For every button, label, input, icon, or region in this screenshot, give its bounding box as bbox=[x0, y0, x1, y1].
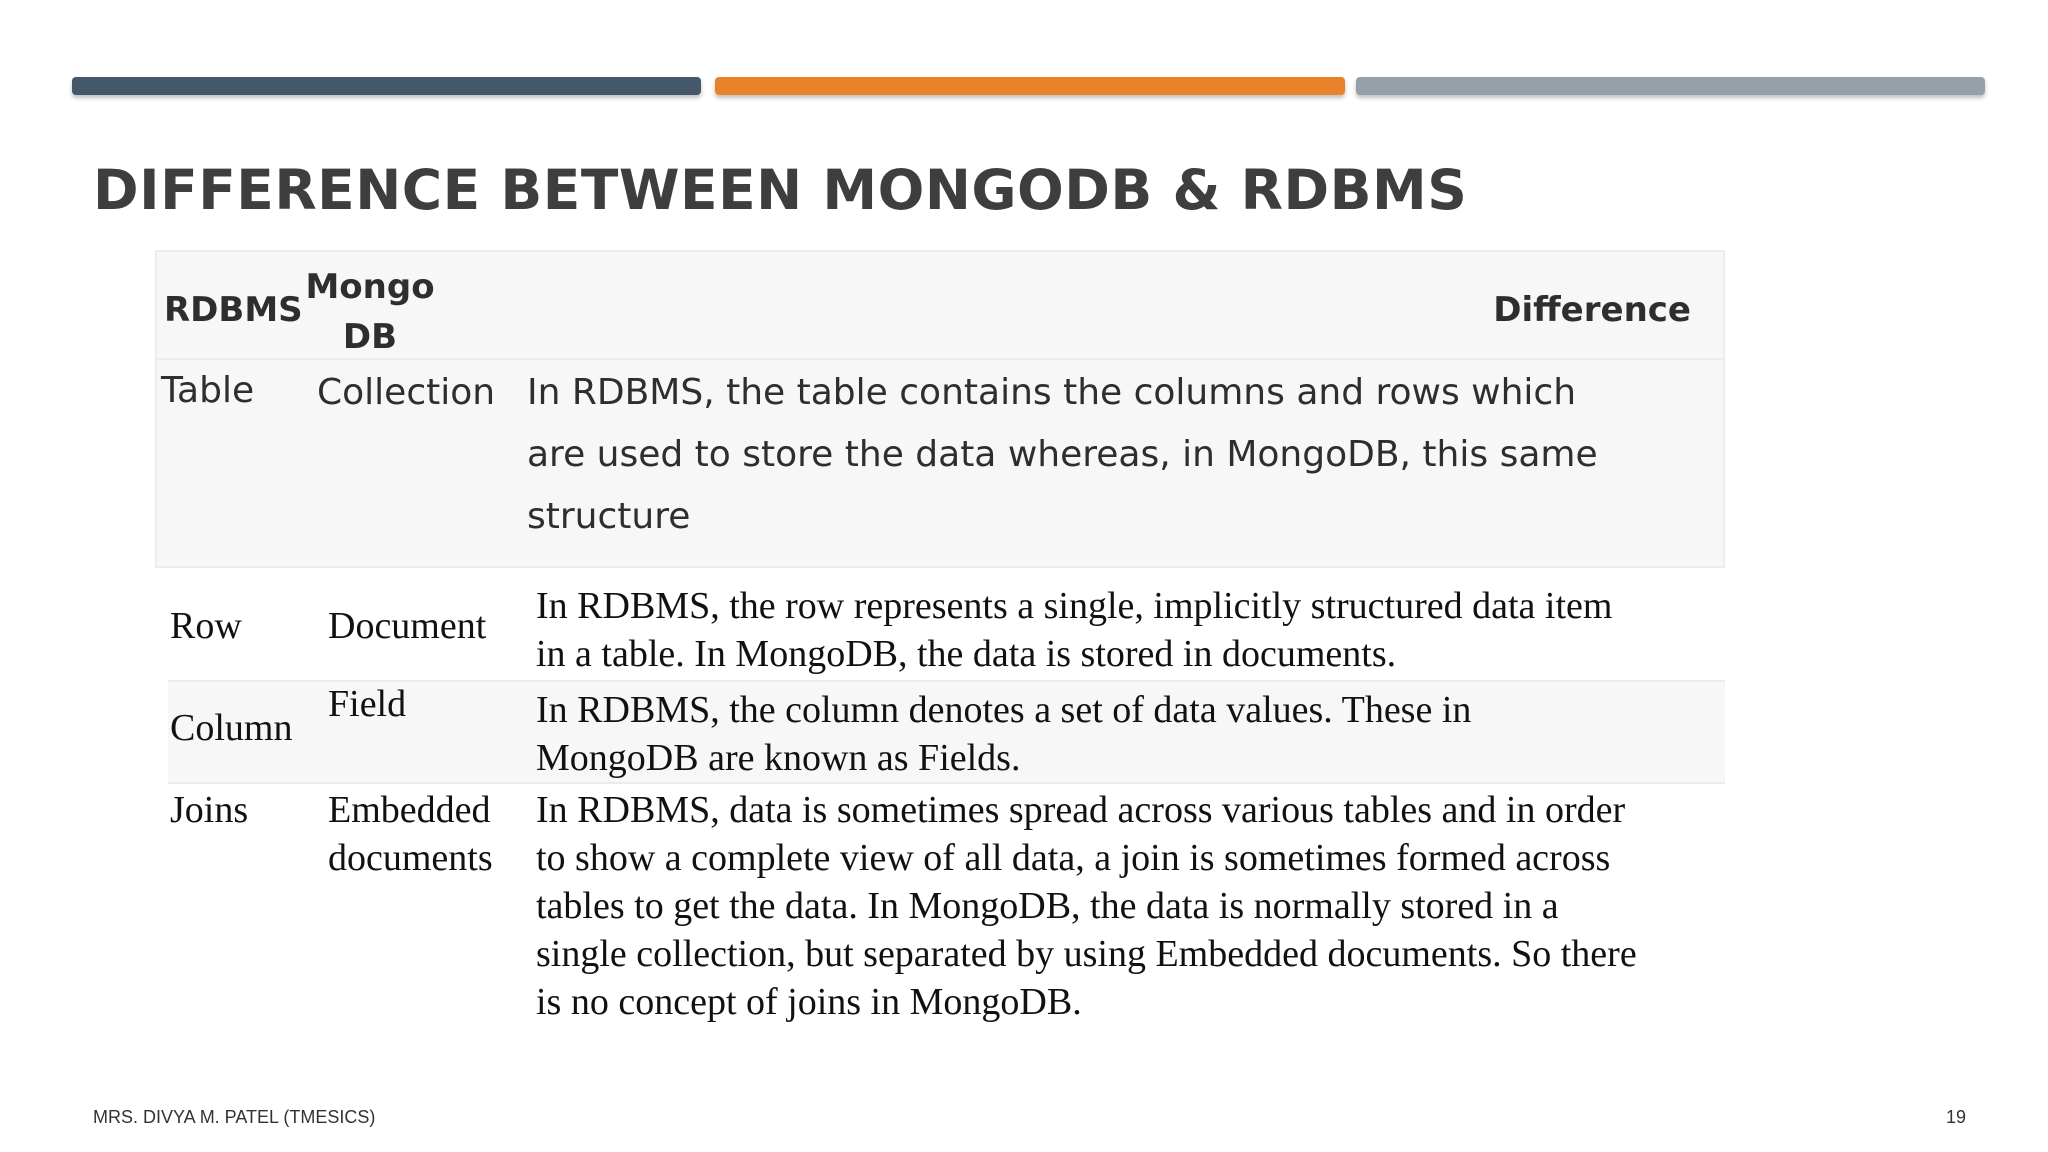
table-header-row bbox=[157, 252, 1723, 360]
header-rdbms: RDBMS bbox=[164, 290, 303, 330]
header-mongodb-line1: Mongo bbox=[305, 267, 435, 307]
header-difference: Difference bbox=[1493, 290, 1691, 330]
header-mongodb bbox=[305, 262, 435, 362]
cell-mongodb-document: Document bbox=[328, 605, 487, 647]
cell-difference-joins: In RDBMS, data is sometimes spread across various tables and in order to show a complete view of all data, a join is sometimes formed across tables to get the data. In MongoDB, the data is normally stored in a single collection, but separated by using Embedded documents. So there is no concept of joins in MongoDB. bbox=[536, 789, 1637, 1023]
cell-mongodb-collection: Collection bbox=[317, 372, 496, 413]
accent-bar-slate bbox=[72, 77, 701, 95]
cell-rdbms-row: Row bbox=[170, 605, 242, 647]
page-number: 19 bbox=[1946, 1107, 1967, 1127]
cell-mongodb-embedded-line2: documents bbox=[328, 837, 493, 879]
accent-bar-orange bbox=[715, 77, 1345, 95]
accent-bar-gray bbox=[1356, 77, 1985, 95]
slide-title: DIFFERENCE BETWEEN MONGODB & RDBMS bbox=[93, 158, 1468, 222]
cell-rdbms-table: Table bbox=[161, 370, 255, 411]
comparison-table-image bbox=[155, 250, 1725, 568]
header-mongodb-line2: DB bbox=[342, 317, 398, 357]
cell-difference-row: In RDBMS, the row represents a single, implicitly structured data item in a table. In MongoDB, the data is stored in documents. bbox=[536, 585, 1613, 675]
cell-difference-column: In RDBMS, the column denotes a set of data values. These in MongoDB are known as Fields. bbox=[536, 689, 1472, 779]
footer-author: MRS. DIVYA M. PATEL (TMESICS) bbox=[93, 1107, 376, 1127]
cell-rdbms-joins: Joins bbox=[170, 789, 249, 831]
cell-rdbms-column: Column bbox=[170, 707, 293, 749]
cell-mongodb-field: Field bbox=[328, 683, 407, 725]
cell-mongodb-embedded-line1: Embedded bbox=[328, 789, 491, 831]
cell-difference-table: In RDBMS, the table contains the columns and rows which are used to store the data whereas, in MongoDB, this same structure bbox=[527, 372, 1598, 537]
cell-mongodb-embedded bbox=[328, 786, 493, 882]
